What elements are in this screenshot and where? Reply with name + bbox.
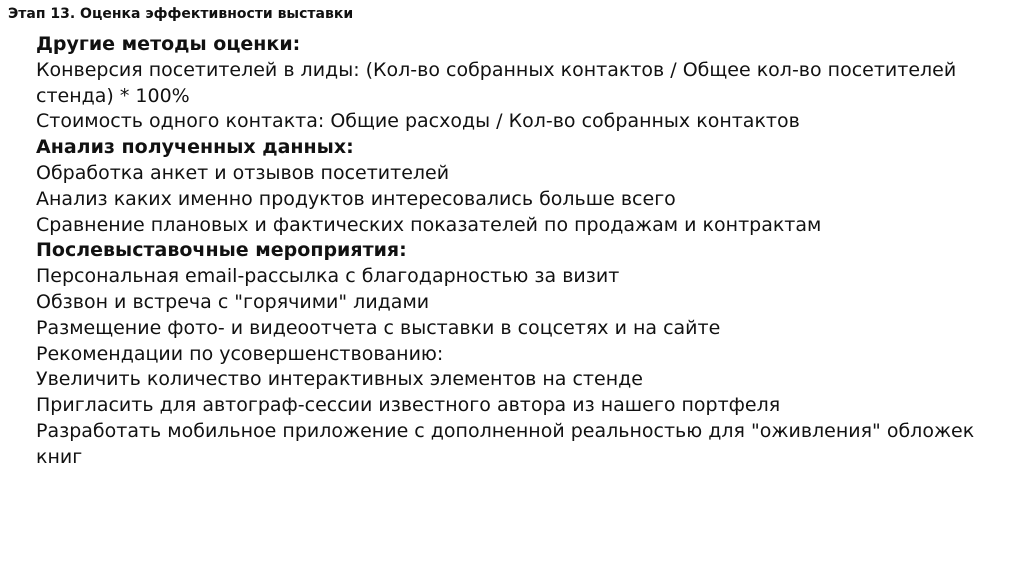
list-item: Обработка анкет и отзывов посетителей: [36, 161, 450, 184]
list-item: Увеличить количество интерактивных элементов на стенде: [36, 368, 643, 391]
section-heading-data-analysis: Анализ полученных данных:: [36, 136, 354, 159]
slide-content: [36, 32, 1006, 471]
section-heading-post-exhibition: Послевыставочные мероприятия:: [36, 239, 407, 262]
list-item: Персональная email-рассылка с благодарностью за визит: [36, 265, 620, 288]
list-item: Рекомендации по усовершенствованию:: [36, 342, 444, 365]
slide-title: Этап 13. Оценка эффективности выставки: [8, 6, 354, 22]
list-item: Анализ каких именно продуктов интересовались больше всего: [36, 187, 676, 210]
list-item: Стоимость одного контакта: Общие расходы / Кол-во собранных контактов: [36, 110, 800, 133]
list-item: Размещение фото- и видеоотчета с выставки в соцсетях и на сайте: [36, 316, 721, 339]
section-heading-other-methods: Другие методы оценки:: [36, 33, 301, 55]
list-item: Разработать мобильное приложение с дополненной реальностью для "оживления" обложек книг: [36, 419, 975, 468]
list-item: Конверсия посетителей в лиды: (Кол-во собранных контактов / Общее кол-во посетителей стенда) * 100%: [36, 58, 957, 107]
list-item: Обзвон и встреча с "горячими" лидами: [36, 290, 430, 313]
list-item: Сравнение плановых и фактических показателей по продажам и контрактам: [36, 213, 822, 236]
list-item: Пригласить для автограф-сессии известного автора из нашего портфеля: [36, 394, 781, 417]
